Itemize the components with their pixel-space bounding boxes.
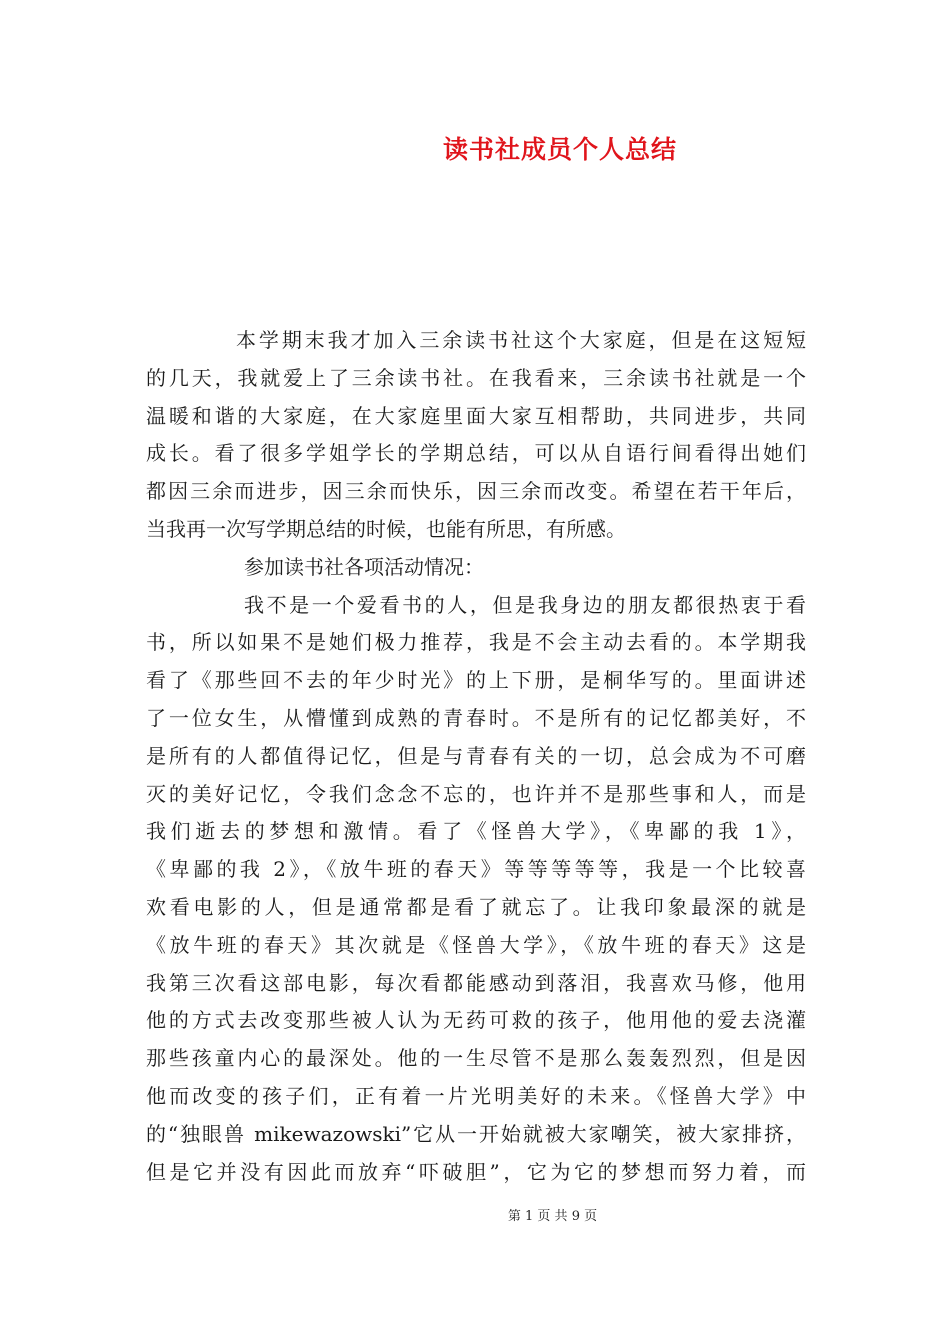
text-line: 我不是一个爱看书的人，但是我身边的朋友都很热衷于看 (244, 592, 806, 617)
text-line: 的“独眼兽 mikewazowski”它从一开始就被大家嘲笑，被大家排挤， (146, 1121, 806, 1146)
text-line: 我们逝去的梦想和激情。看了《怪兽大学》，《卑鄙的我 1》， (146, 819, 806, 844)
text-line: 那些孩童内心的最深处。他的一生尽管不是那么轰轰烈烈，但是因 (146, 1046, 806, 1071)
text-line: 《卑鄙的我 2》，《放牛班的春天》等等等等等，我是一个比较喜 (146, 857, 806, 882)
text-line: 当我再一次写学期总结的时候，也能有所思，有所感。 (146, 516, 626, 541)
text-line: 他而改变的孩子们，正有着一片光明美好的未来。《怪兽大学》中 (146, 1083, 806, 1108)
text-line: 书，所以如果不是她们极力推荐，我是不会主动去看的。本学期我 (146, 630, 806, 655)
text-line: 但是它并没有因此而放弃“吓破胆”，它为它的梦想而努力着，而 (146, 1159, 806, 1184)
text-line: 我第三次看这部电影，每次看都能感动到落泪，我喜欢马修，他用 (146, 970, 806, 995)
document-title: 读书社成员个人总结 (442, 135, 677, 164)
text-line: 他的方式去改变那些被人认为无药可救的孩子，他用他的爱去浇灌 (146, 1008, 806, 1033)
text-line: 欢看电影的人，但是通常都是看了就忘了。让我印象最深的就是 (146, 894, 806, 919)
text-line: 是所有的人都值得记忆，但是与青春有关的一切，总会成为不可磨 (146, 743, 806, 768)
text-line: 灭的美好记忆，令我们念念不忘的，也许并不是那些事和人，而是 (146, 781, 806, 806)
text-line: 的几天，我就爱上了三余读书社。在我看来，三余读书社就是一个 (146, 365, 806, 390)
text-line: 成长。看了很多学姐学长的学期总结，可以从自语行间看得出她们 (146, 441, 806, 466)
text-line: 看了《那些回不去的年少时光》的上下册，是桐华写的。里面讲述 (146, 668, 806, 693)
section-heading: 参加读书社各项活动情况： (244, 554, 484, 579)
text-line: 都因三余而进步，因三余而快乐，因三余而改变。希望在若干年后， (146, 479, 806, 504)
text-line: 本学期末我才加入三余读书社这个大家庭，但是在这短短 (236, 328, 806, 352)
document-body (146, 322, 806, 1191)
text-line: 《放牛班的春天》其次就是《怪兽大学》，《放牛班的春天》这是 (146, 932, 806, 957)
text-line: 温暖和谐的大家庭，在大家庭里面大家互相帮助，共同进步，共同 (146, 403, 806, 428)
text-line: 了一位女生，从懵懂到成熟的青春时。不是所有的记忆都美好，不 (146, 705, 806, 730)
page-footer: 第 1 页 共 9 页 (507, 1209, 598, 1224)
